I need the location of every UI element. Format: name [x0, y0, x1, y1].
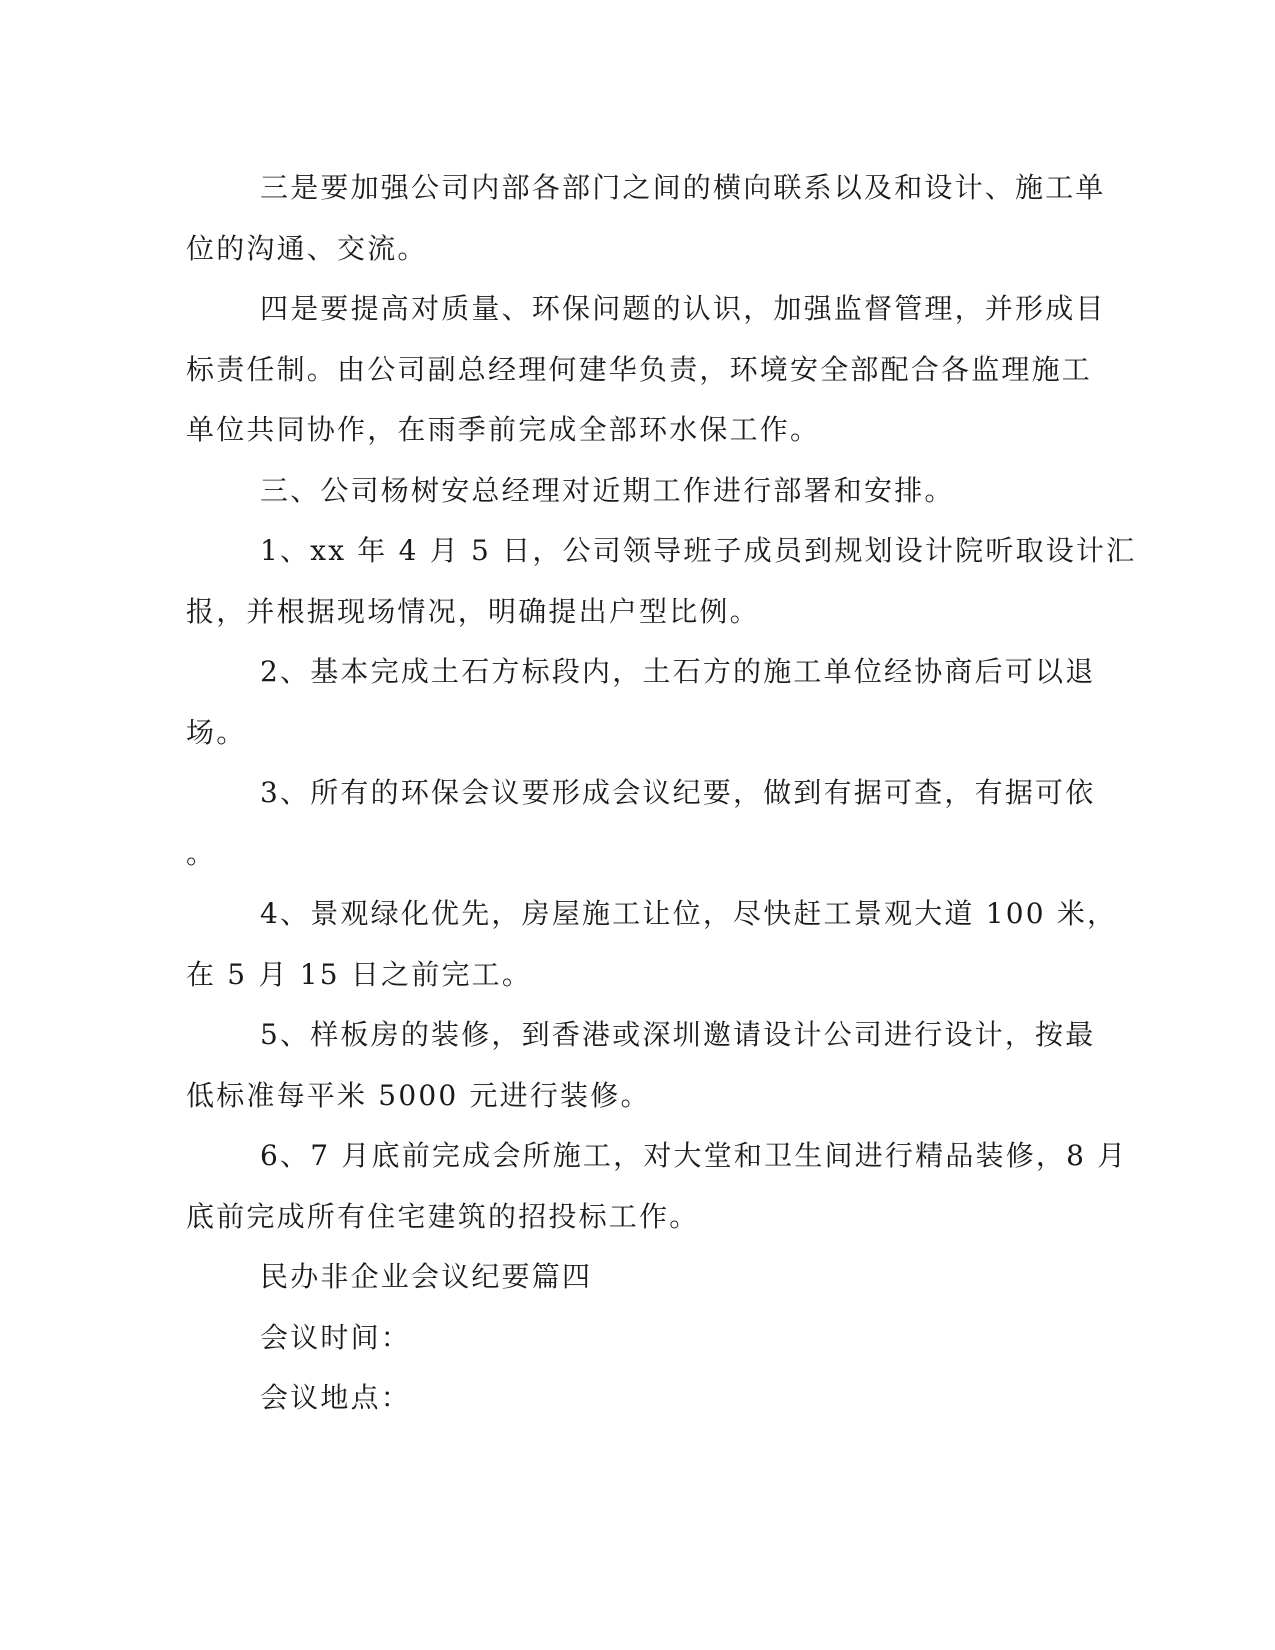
text-line: 标责任制。由公司副总经理何建华负责，环境安全部配合各监理施工	[186, 352, 1093, 386]
text-line: 2、基本完成土石方标段内，土石方的施工单位经协商后可以退	[260, 655, 1096, 688]
document-body	[186, 158, 1137, 1429]
text-line: 四是要提高对质量、环保问题的认识，加强监督管理，并形成目	[260, 292, 1106, 325]
text-line: 报，并根据现场情况，明确提出户型比例。	[186, 594, 760, 628]
text-line: 6、7 月底前完成会所施工，对大堂和卫生间进行精品装修，8 月	[260, 1139, 1128, 1172]
text-line: 。	[186, 836, 217, 870]
text-line: 三是要加强公司内部各部门之间的横向联系以及和设计、施工单	[260, 171, 1106, 204]
text-line: 在 5 月 15 日之前完工。	[186, 957, 533, 991]
text-line: 1、xx 年 4 月 5 日，公司领导班子成员到规划设计院听取设计汇	[260, 534, 1137, 567]
text-line: 位的沟通、交流。	[186, 231, 428, 265]
text-line: 三、公司杨树安总经理对近期工作进行部署和安排。	[260, 473, 955, 507]
meeting-time-label: 会议时间：	[260, 1320, 412, 1354]
meeting-location-label: 会议地点：	[260, 1381, 412, 1414]
text-line: 单位共同协作，在雨季前完成全部环水保工作。	[186, 413, 821, 446]
text-line: 低标准每平米 5000 元进行装修。	[186, 1078, 651, 1112]
text-line: 3、所有的环保会议要形成会议纪要，做到有据可查，有据可依	[260, 776, 1096, 809]
text-line: 4、景观绿化优先，房屋施工让位，尽快赶工景观大道 100 米，	[260, 897, 1118, 930]
section-heading: 民办非企业会议纪要篇四	[260, 1260, 593, 1293]
text-line: 底前完成所有住宅建筑的招投标工作。	[186, 1199, 700, 1233]
text-line: 场。	[186, 715, 247, 749]
text-line: 5、样板房的装修，到香港或深圳邀请设计公司进行设计，按最	[260, 1018, 1096, 1051]
